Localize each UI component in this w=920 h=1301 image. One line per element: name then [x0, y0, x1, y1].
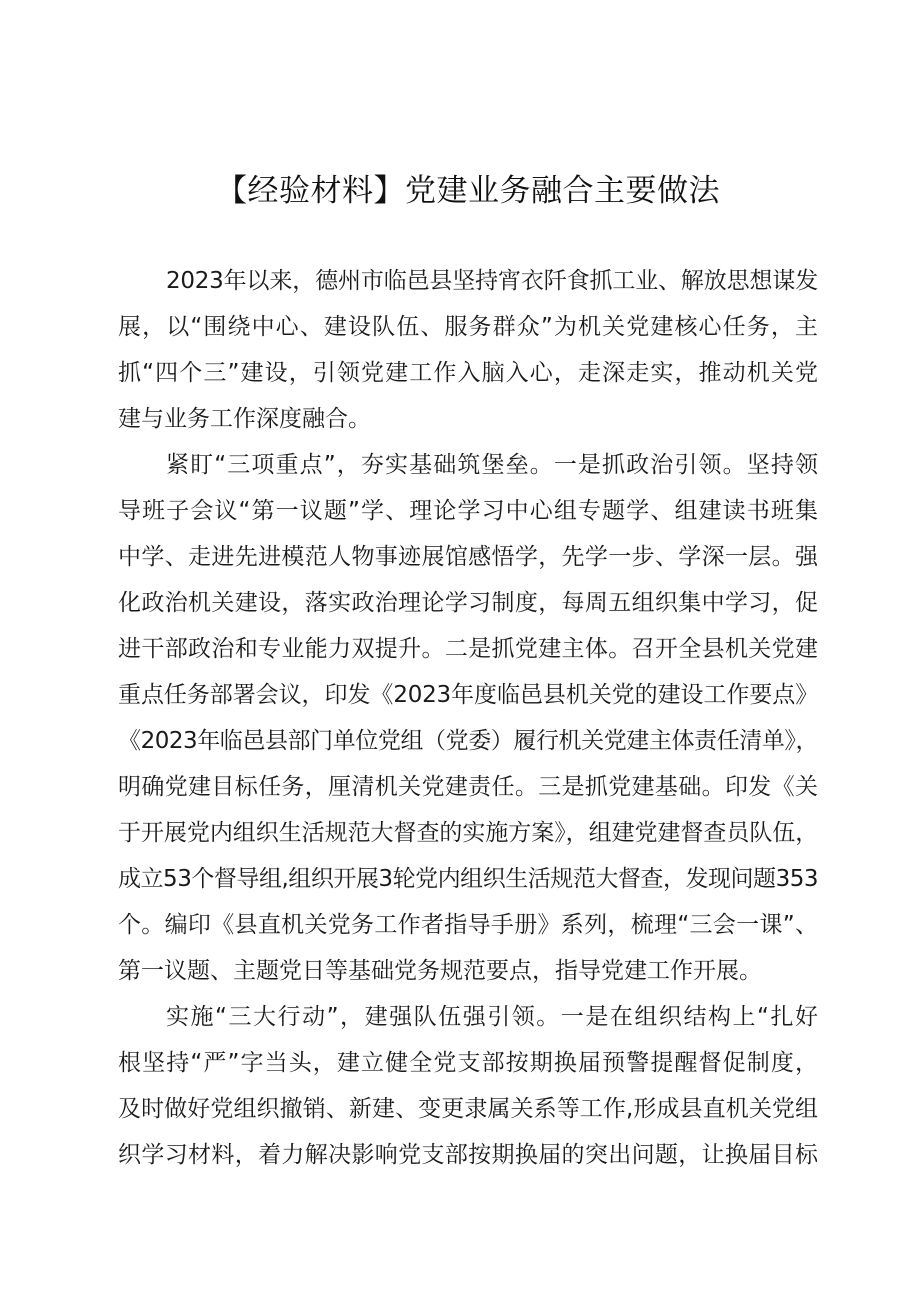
body-text-line: 织学习材料，着力解决影响党支部按期换届的突出问题，让换届目标: [118, 1142, 818, 1168]
body-text-line: 《2023年临邑县部门单位党组（党委）履行机关党建主体责任清单》，: [118, 728, 818, 754]
body-text-line: 展，以“围绕中心、建设队伍、服务群众”为机关党建核心任务，主: [118, 314, 818, 340]
body-text-line: 化政治机关建设，落实政治理论学习制度，每周五组织集中学习，促: [118, 590, 818, 616]
body-text-line: 个。编印《县直机关党务工作者指导手册》系列，梳理“三会一课”、: [118, 912, 818, 938]
body-text-line: 重点任务部署会议，印发《2023年度临邑县机关党的建设工作要点》: [118, 682, 818, 708]
body-text-line: 中学、走进先进模范人物事迹展馆感悟学，先学一步、学深一层。强: [118, 544, 818, 570]
document-title: 【经验材料】党建业务融合主要做法: [216, 173, 720, 209]
body-text-line: 根坚持“严”字当头，建立健全党支部按期换届预警提醒督促制度，: [118, 1050, 818, 1076]
body-text-line: 实施“三大行动”，建强队伍强引领。一是在组织结构上“扎好: [166, 1004, 818, 1030]
body-text-line: 建与业务工作深度融合。: [118, 406, 371, 432]
body-text-line: 进干部政治和专业能力双提升。二是抓党建主体。召开全县机关党建: [118, 636, 818, 662]
body-text-line: 第一议题、主题党日等基础党务规范要点，指导党建工作开展。: [118, 958, 762, 984]
document-body: [118, 258, 818, 1178]
body-text-line: 于开展党内组织生活规范大督查的实施方案》，组建党建督查员队伍，: [118, 820, 818, 846]
body-text-line: 抓“四个三”建设，引领党建工作入脑入心，走深走实，推动机关党: [118, 360, 818, 386]
body-text-line: 成立53个督导组,组织开展3轮党内组织生活规范大督查，发现问题353: [118, 866, 818, 892]
body-text-line: 明确党建目标任务，厘清机关党建责任。三是抓党建基础。印发《关: [118, 774, 818, 800]
body-text-line: 紧盯“三项重点”，夯实基础筑堡垒。一是抓政治引领。坚持领: [166, 452, 818, 478]
body-text-line: 及时做好党组织撤销、新建、变更隶属关系等工作,形成县直机关党组: [118, 1096, 818, 1122]
body-text-line: 导班子会议“第一议题”学、理论学习中心组专题学、组建读书班集: [118, 498, 818, 524]
body-text-line: 2023年以来，德州市临邑县坚持宵衣阡食抓工业、解放思想谋发: [166, 268, 818, 294]
